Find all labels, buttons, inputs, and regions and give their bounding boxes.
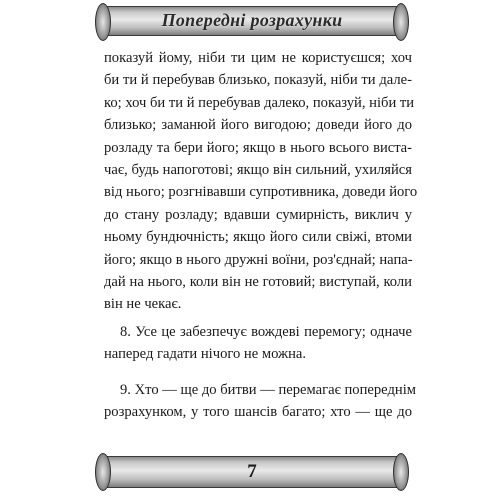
text-line: чає, будь напоготові; якщо він сильний, ухиляйся xyxy=(104,161,412,178)
text-line: показуй йому, ніби ти цим не користуєшся; хоч xyxy=(104,50,412,66)
text-line: до стану розладу; вдавши сумирність, виклич у xyxy=(104,206,412,223)
text-line: він не чекає. xyxy=(104,296,182,313)
text-line: 8. Усе це забезпечує вождеві перемогу; одначе xyxy=(120,324,412,340)
page-title: Попередні розрахунки xyxy=(161,10,343,30)
text-line: його; якщо в нього дружні воїни, роз'єднай; напа- xyxy=(104,251,413,268)
text-line: розрахунком, у того шансів багато; хто — ще до xyxy=(104,404,412,421)
text-line: від нього; розгнівавши супротивника, доведи його xyxy=(104,184,418,201)
paragraph-8 xyxy=(104,321,412,366)
text-line: дай на нього, коли він не готовий; виступай, коли xyxy=(104,273,412,290)
text-line: ко; хоч би ти й перебував далеко, показуй, ніби ти xyxy=(104,94,415,111)
header-scroll-banner xyxy=(104,6,400,36)
paragraph-continued xyxy=(104,47,418,316)
text-line: 9. Хто — ще до битви — перемагає попереднім xyxy=(120,382,416,398)
footer-scroll-banner xyxy=(104,456,400,488)
text-line: наперед гадати нічого не можна. xyxy=(104,346,307,363)
text-line: розладу та бери його; якщо в нього всього вистa- xyxy=(104,139,412,156)
text-line: би ти й перебував близько, показуй, ніби ти дале- xyxy=(104,72,412,89)
text-line: близько; заманюй його вигодою; доведи його до xyxy=(104,117,412,134)
text-line: ньому бундючність; якщо його сили свіжі, втоми xyxy=(104,229,412,246)
page-number: 7 xyxy=(247,461,257,482)
paragraph-9 xyxy=(104,379,416,424)
